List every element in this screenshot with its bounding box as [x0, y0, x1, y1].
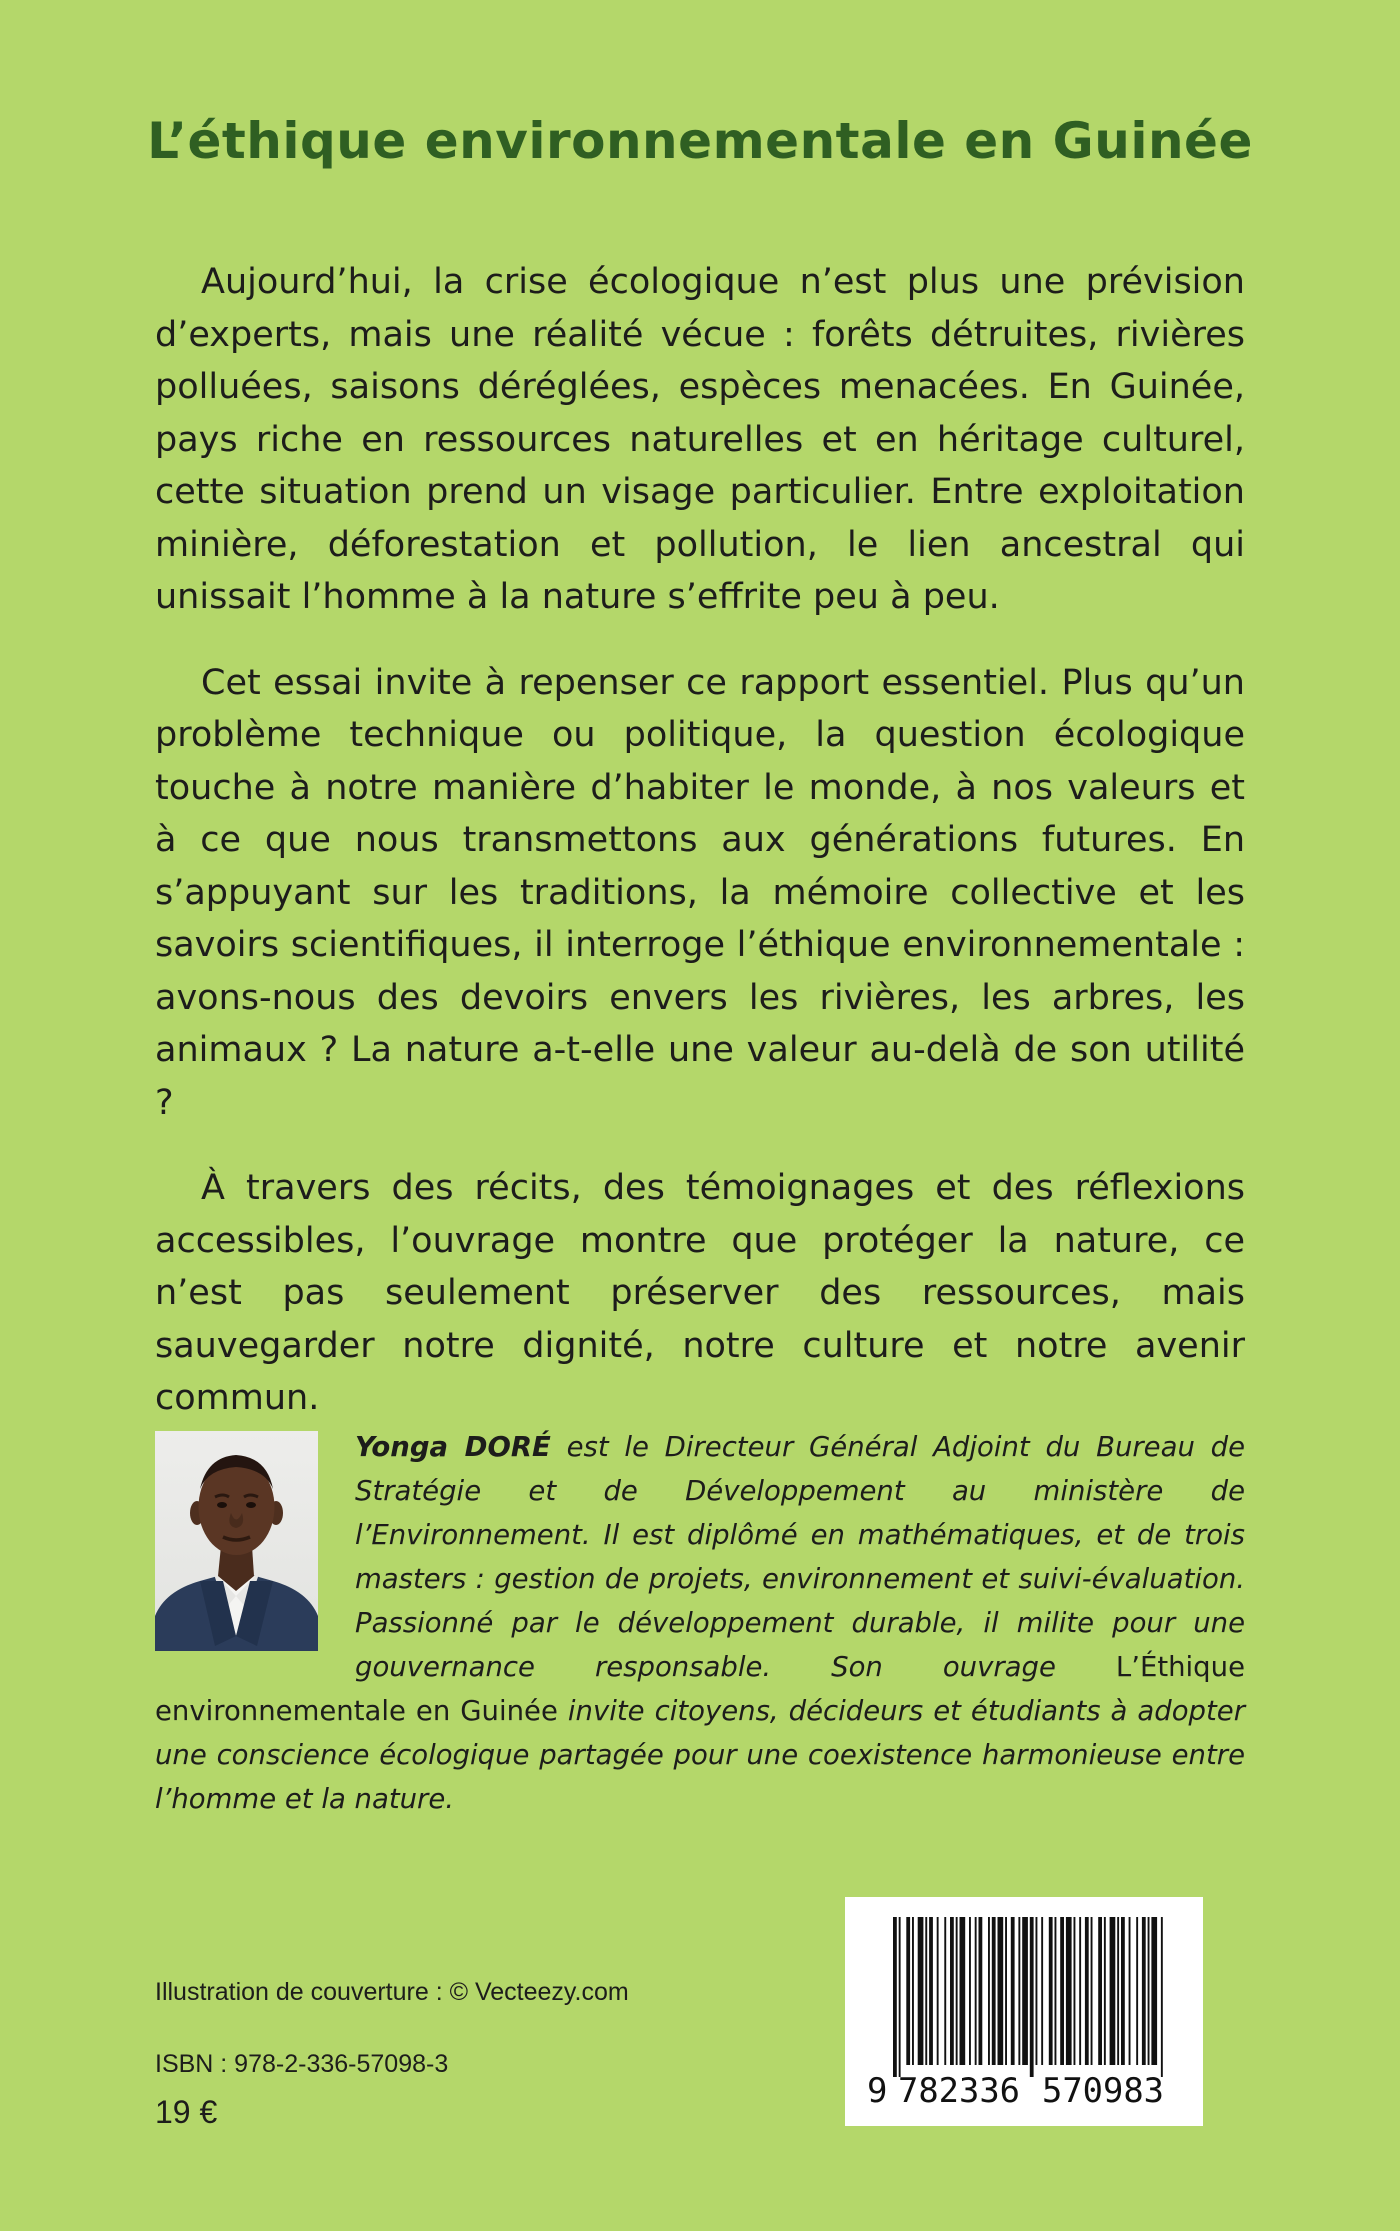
book-title: L’éthique environnementale en Guinée: [147, 112, 1253, 170]
barcode-bar: [1091, 1917, 1093, 2065]
barcode-bar: [1148, 1917, 1150, 2065]
barcode-bar: [1161, 1917, 1163, 2077]
author-photo: [155, 1431, 318, 1651]
barcode-bar: [1079, 1917, 1081, 2065]
barcode-bar: [944, 1917, 946, 2065]
barcode-bar: [937, 1917, 939, 2065]
author-name: Yonga DORÉ: [355, 1431, 551, 1463]
barcode-bar: [1136, 1917, 1138, 2065]
price: 19 €: [155, 2094, 218, 2130]
barcode-bar: [988, 1917, 990, 2065]
barcode-bar: [906, 1917, 910, 2065]
barcode-bar: [1011, 1917, 1015, 2065]
author-bio-part-1: est le Directeur Général Adjoint du Bureau de Stratégie et de Développement au ministère de l’Environnement. Il est diplômé en mathématiques, et de trois masters : gestion de projets, environnement et suivi-évaluation. Passionné par le développement durable, il milite pour une gouvernance responsable. Son ouvrage: [355, 1431, 1245, 1683]
barcode-bar: [969, 1917, 971, 2065]
barcode-bar: [1085, 1917, 1089, 2065]
barcode-first-digit: 9: [867, 2071, 888, 2111]
author-bio-part-2: invite citoyens, décideurs et étudiants à adopter une conscience écologique partagée pour une coexistence harmonieuse entre l’homme et la nature.: [155, 1695, 1246, 1815]
blurb-paragraph-1: Aujourd’hui, la crise écologique n’est plus une prévision d’experts, mais une réalité vécue : forêts détruites, rivières polluées, saisons déréglées, espèces menacées. En Guinée, pays riche en ressources naturelles et en héritage culturel, cette situation prend un visage particulier. Entre exploitation minière, déforestation et pollution, le lien ancestral qui unissait l’homme à la nature s’effrite peu à peu.: [155, 262, 1245, 617]
cover-illustration-credit: Illustration de couverture : © Vecteezy.com: [155, 1978, 629, 2006]
barcode-bar: [1022, 1917, 1028, 2065]
blurb-paragraph-3: À travers des récits, des témoignages et des réflexions accessibles, l’ouvrage montre que protéger la nature, ce n’est pas seulement préserver des ressources, mais sauvegarder notre dignité, notre culture et notre avenir commun.: [155, 1168, 1245, 1418]
barcode-bar: [893, 1917, 897, 2077]
barcode-bar: [1049, 1917, 1053, 2065]
back-cover-blurb: [155, 256, 1245, 1458]
barcode-bar: [1030, 1917, 1034, 2077]
barcode-bar: [960, 1917, 966, 2065]
barcode-bars: [893, 1917, 1163, 2077]
author-portrait-image: [155, 1431, 318, 1651]
barcode-bar: [1121, 1917, 1125, 2065]
barcode-bar: [1104, 1917, 1106, 2065]
barcode-bar: [1036, 1917, 1038, 2065]
isbn: ISBN : 978-2-336-57098-3: [155, 2050, 449, 2078]
barcode-bar: [1060, 1917, 1064, 2065]
blurb-paragraph-2: Cet essai invite à repenser ce rapport essentiel. Plus qu’un problème technique ou politique, la question écologique touche à notre manière d’habiter le monde, à nos valeurs et à ce que nous transmettons aux générations futures. En s’appuyant sur les traditions, la mémoire collective et les savoirs scientifiques, il interroge l’éthique environnementale : avons-nous des devoirs envers les rivières, les arbres, les animaux ? La nature a-t-elle une valeur au-delà de son utilité ?: [155, 662, 1245, 1123]
barcode-bar: [1110, 1917, 1116, 2065]
barcode-bar: [992, 1917, 996, 2065]
barcode-bar: [925, 1917, 927, 2065]
barcode-bar: [950, 1917, 954, 2065]
barcode: [845, 1897, 1203, 2126]
barcode-bar: [929, 1917, 933, 2065]
barcode-group-1: 782336: [898, 2071, 1020, 2111]
author-bio: [155, 1425, 1245, 1821]
barcode-bar: [1151, 1917, 1157, 2065]
barcode-bar: [1074, 1917, 1076, 2065]
author-book-title: L’Éthique environnementale en Guinée: [155, 1651, 1245, 1727]
barcode-bar: [979, 1917, 983, 2065]
barcode-bar: [998, 1917, 1004, 2065]
barcode-bar: [1066, 1917, 1072, 2065]
barcode-bar: [1055, 1917, 1057, 2065]
barcode-bar: [912, 1917, 914, 2065]
barcode-bar: [1098, 1917, 1102, 2065]
barcode-graphic: [845, 1897, 1203, 2126]
barcode-bar: [1129, 1917, 1131, 2065]
barcode-bar: [1041, 1917, 1043, 2065]
barcode-bar: [1005, 1917, 1007, 2065]
barcode-group-2: 570983: [1042, 2071, 1164, 2111]
barcode-bar: [1018, 1917, 1020, 2065]
barcode-bar: [975, 1917, 977, 2065]
barcode-bar: [1117, 1917, 1119, 2065]
barcode-bar: [956, 1917, 958, 2065]
barcode-bar: [1142, 1917, 1146, 2065]
barcode-bar: [918, 1917, 924, 2065]
barcode-bar: [899, 1917, 901, 2077]
